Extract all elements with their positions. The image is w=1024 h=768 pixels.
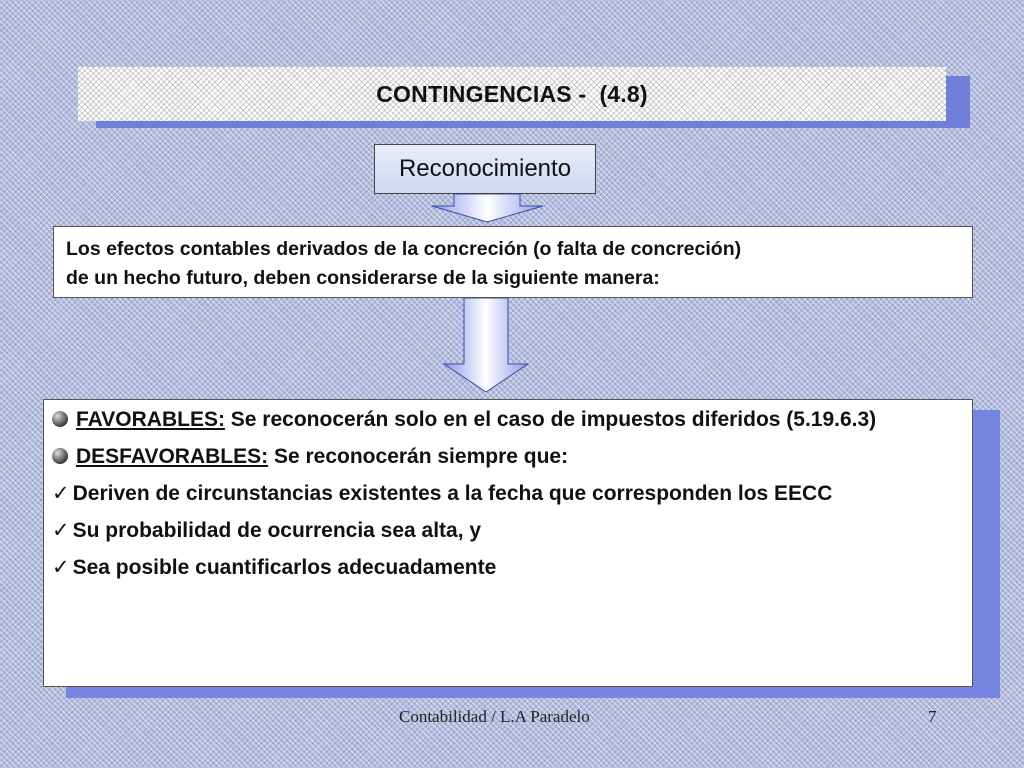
desfavorables-label: DESFAVORABLES: [76, 445, 269, 468]
desfavorables-text: Se reconocerán siempre que: [268, 445, 569, 468]
statement-line-1: Los efectos contables derivados de la concreción (o falta de concreción) [66, 238, 742, 260]
statement-line-2: de un hecho futuro, deben considerarse de la siguiente manera: [66, 267, 660, 289]
conditions-box [43, 399, 973, 687]
footer-text: Contabilidad / L.A Paradelo [399, 707, 590, 726]
desfavorables-item [52, 442, 958, 472]
checkmark-icon: ✓ [52, 482, 70, 505]
checkmark-icon: ✓ [52, 519, 70, 542]
down-arrow-icon [430, 194, 545, 224]
check-item-text: Sea posible cuantificarlos adecuadamente [72, 556, 497, 579]
checkmark-icon: ✓ [52, 556, 70, 579]
favorables-label: FAVORABLES: [76, 408, 225, 431]
page-number: 7 [928, 707, 937, 726]
bullet-icon [52, 448, 68, 464]
favorables-item [52, 405, 958, 435]
check-item [52, 479, 958, 509]
slide-title: CONTINGENCIAS - (4.8) [376, 80, 648, 107]
check-item [52, 553, 958, 583]
favorables-text: Se reconocerán solo en el caso de impuestos diferidos (5.19.6.3) [224, 408, 877, 431]
check-item [52, 516, 958, 546]
big-down-arrow-icon [442, 298, 530, 394]
statement-box [53, 226, 973, 298]
bullet-icon [52, 411, 68, 427]
reconocimiento-label: Reconocimiento [374, 144, 596, 194]
title-banner [78, 67, 946, 121]
check-item-text: Deriven de circunstancias existentes a la fecha que corresponden los EECC [72, 482, 833, 505]
check-item-text: Su probabilidad de ocurrencia sea alta, y [72, 519, 482, 542]
section-code: (4.8) [599, 80, 648, 107]
